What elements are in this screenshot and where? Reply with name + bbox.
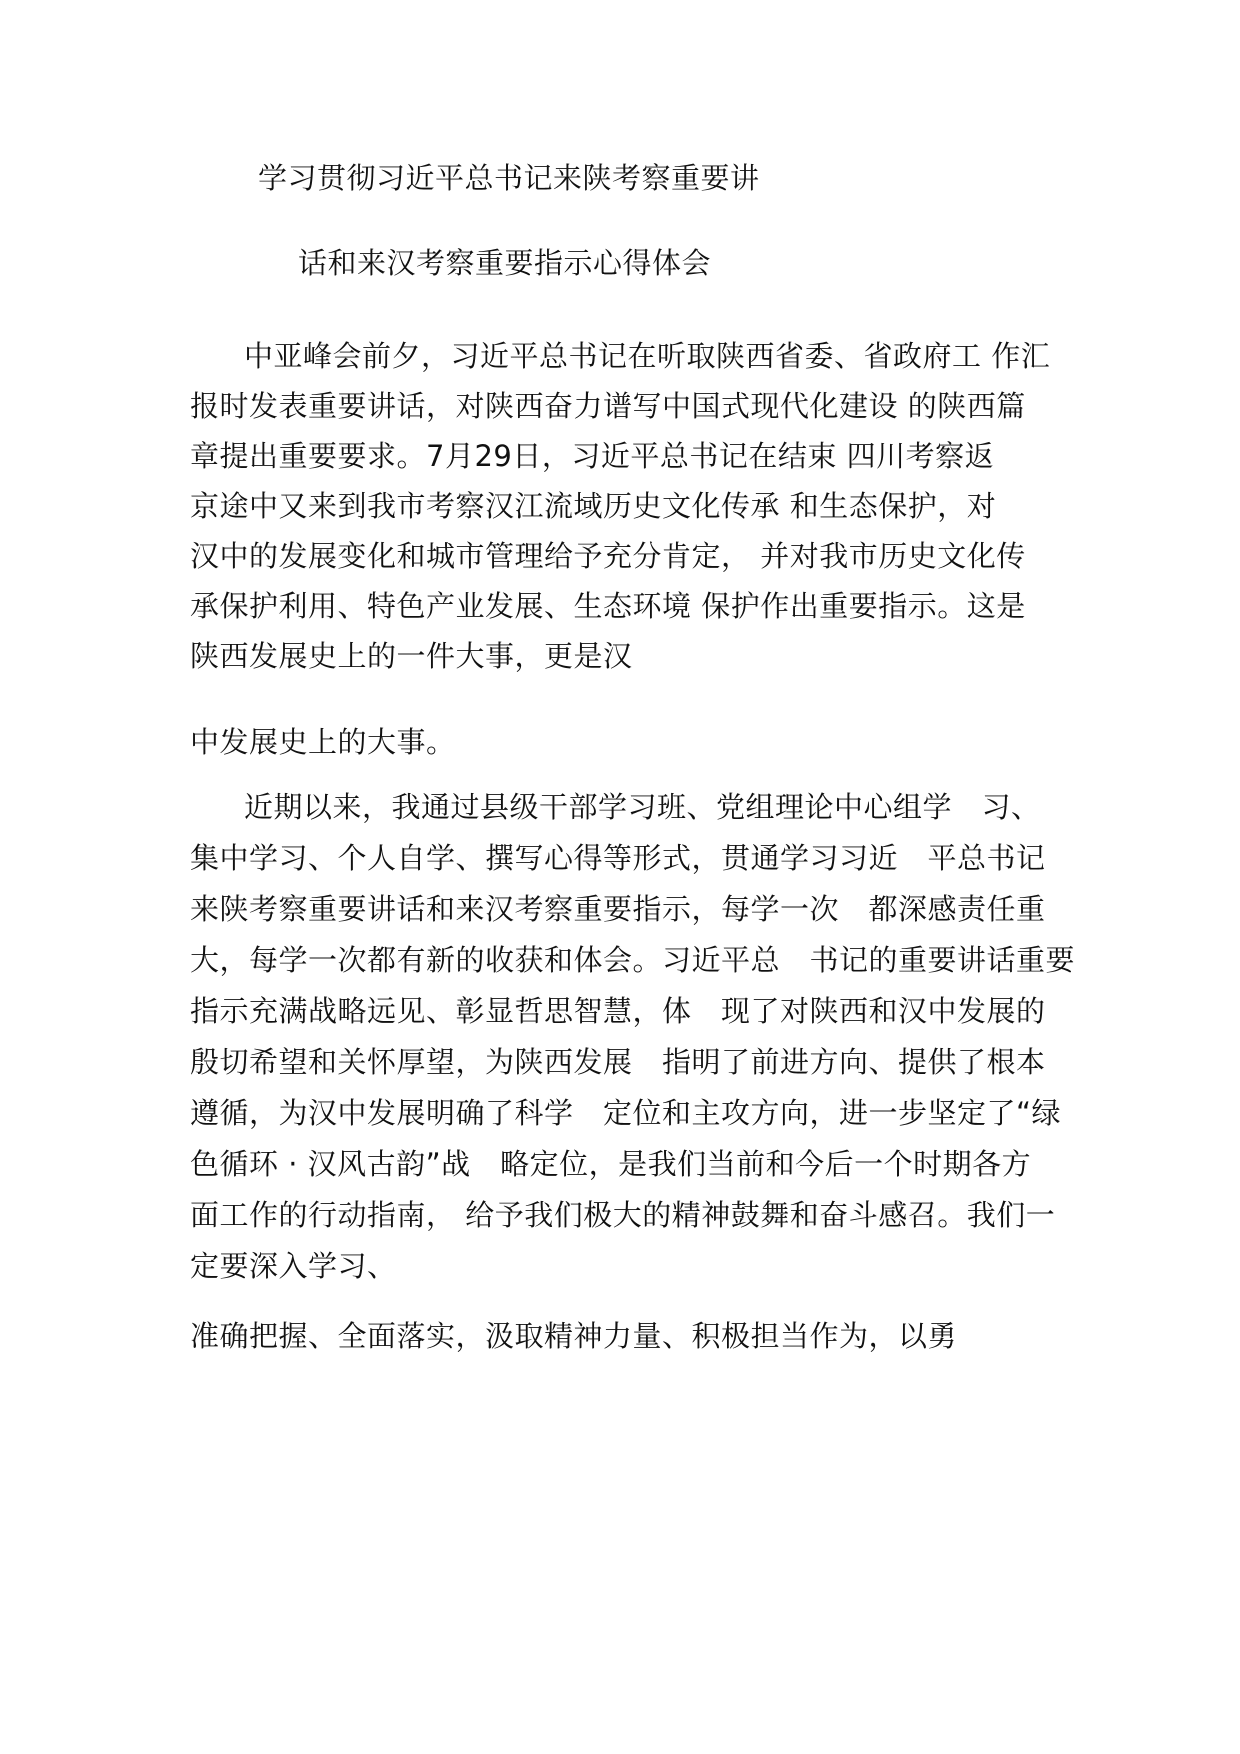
paragraph-line: 汉中的发展变化和城市管理给予充分肯定， 并对我市历史文化传 <box>190 539 1026 573</box>
paragraph-line: 报时发表重要讲话，对陕西奋力谱写中国式现代化建设 的陕西篇 <box>190 389 1026 423</box>
paragraph-line: 来陕考察重要讲话和来汉考察重要指示，每学一次 都深感责任重 <box>190 892 1046 926</box>
paragraph-line: 近期以来，我通过县级干部学习班、党组理论中心组学 习、 <box>244 790 1041 824</box>
paragraph-line: 章提出重要要求。7月29日，习近平总书记在结束 四川考察返 <box>190 439 995 473</box>
paragraph-line: 大，每学一次都有新的收获和体会。习近平总 书记的重要讲话重要 <box>190 943 1076 977</box>
document-title-line-1: 学习贯彻习近平总书记来陕考察重要讲 <box>258 161 760 195</box>
paragraph-line: 指示充满战略远见、彰显哲思智慧，体 现了对陕西和汉中发展的 <box>190 994 1046 1028</box>
paragraph-line: 集中学习、个人自学、撰写心得等形式，贯通学习习近 平总书记 <box>190 841 1046 875</box>
paragraph-line: 承保护利用、特色产业发展、生态环境 保护作出重要指示。这是 <box>190 589 1026 623</box>
paragraph-line: 陕西发展史上的一件大事，更是汉 <box>190 639 633 673</box>
document-title-line-2: 话和来汉考察重要指示心得体会 <box>298 246 712 280</box>
paragraph-line: 遵循，为汉中发展明确了科学 定位和主攻方向，进一步坚定了“绿 <box>190 1096 1062 1130</box>
paragraph-line: 中发展史上的大事。 <box>190 725 456 759</box>
paragraph-line: 京途中又来到我市考察汉江流域历史文化传承 和生态保护，对 <box>190 489 997 523</box>
paragraph-line: 面工作的行动指南， 给予我们极大的精神鼓舞和奋斗感召。我们一 <box>190 1198 1056 1232</box>
paragraph-line: 殷切希望和关怀厚望，为陕西发展 指明了前进方向、提供了根本 <box>190 1045 1046 1079</box>
paragraph-line: 中亚峰会前夕，习近平总书记在听取陕西省委、省政府工 作汇 <box>244 339 1051 373</box>
paragraph-line: 色循环 · 汉风古韵”战 略定位，是我们当前和今后一个时期各方 <box>190 1147 1032 1181</box>
paragraph-line: 定要深入学习、 <box>190 1249 397 1283</box>
paragraph-line: 准确把握、全面落实，汲取精神力量、积极担当作为，以勇 <box>190 1319 958 1353</box>
